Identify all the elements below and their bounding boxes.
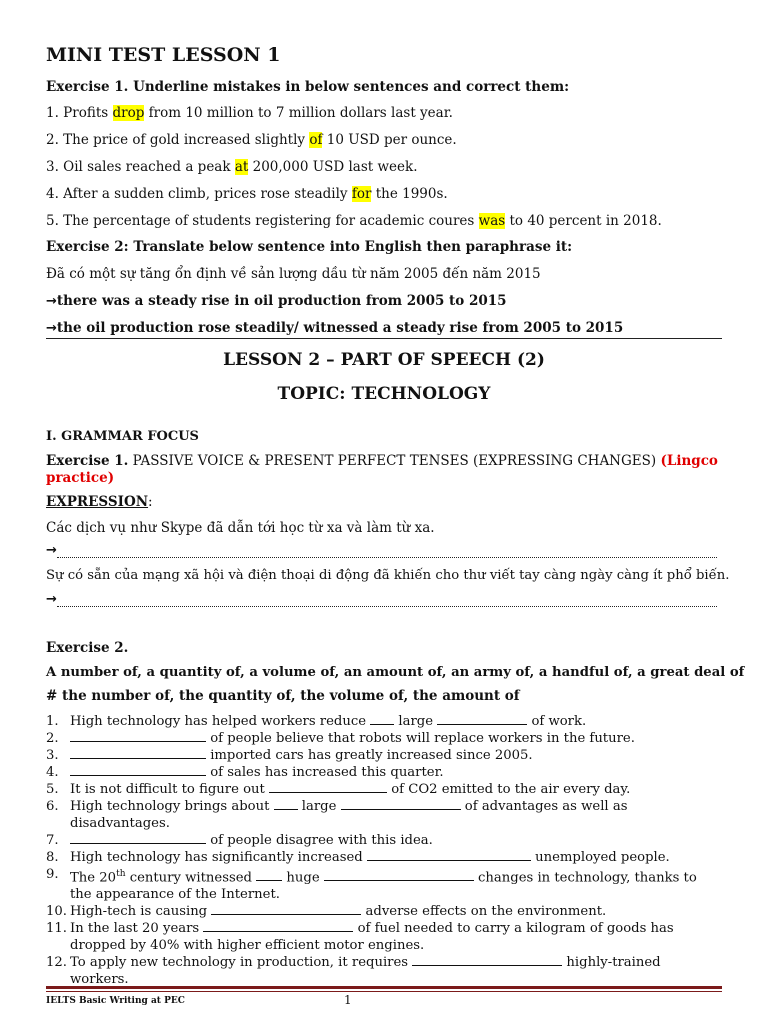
- list-item: [46, 713, 722, 730]
- dotted-answer-line: [57, 596, 717, 607]
- item-number: 1.: [46, 714, 59, 729]
- lingco-label: (Lingco: [660, 453, 718, 469]
- test-title: MINI TEST LESSON 1: [46, 44, 281, 66]
- blank-field[interactable]: [412, 954, 562, 966]
- item-text: changes in technology, thanks to the appearance of the Internet.: [70, 870, 697, 903]
- item-number: 12.: [46, 955, 67, 971]
- highlighted-mistake: was: [478, 213, 506, 229]
- sentence-text: 3. Oil sales reached a peak: [46, 159, 235, 175]
- item-number: 7.: [46, 833, 59, 848]
- item-text: of people disagree with this idea.: [206, 833, 433, 848]
- item-text: highly-trained workers.: [70, 955, 661, 988]
- sentence-text: to 40 percent in 2018.: [505, 213, 662, 229]
- list-item: [46, 903, 722, 920]
- expression-label: EXPRESSION:: [46, 494, 153, 510]
- exercise1-sentence: [46, 132, 457, 148]
- item-text: High technology has significantly increased: [70, 850, 367, 865]
- item-text: High technology has helped workers reduce: [70, 714, 371, 729]
- sentence-text: 200,000 USD last week.: [248, 159, 418, 175]
- highlighted-mistake: of: [309, 132, 323, 148]
- grammar-exercise1-title: Exercise 1. PASSIVE VOICE & PRESENT PERFECT TENSES (EXPRESSING CHANGES) (Lingco: [46, 453, 718, 469]
- sentence-text: 1. Profits: [46, 105, 113, 121]
- item-text: of advantages as well as disadvantages.: [70, 799, 628, 831]
- blank-field[interactable]: [211, 903, 361, 915]
- item-number: 5.: [46, 782, 59, 797]
- list-item: [46, 920, 722, 954]
- list-item: [46, 747, 722, 764]
- list-item: [46, 832, 722, 849]
- item-text: High technology brings about: [70, 799, 274, 814]
- footer-course: IELTS Basic Writing at PEC: [46, 996, 185, 1006]
- item-text: large: [394, 714, 438, 729]
- item-text: of sales has increased this quarter.: [206, 765, 444, 780]
- item-text: It is not difficult to figure out: [70, 782, 270, 797]
- topic-title: TOPIC: TECHNOLOGY: [277, 384, 491, 404]
- footer-divider: [46, 986, 722, 989]
- item-number: 8.: [46, 850, 59, 865]
- list-item: [46, 781, 722, 798]
- item-text: imported cars has greatly increased since 2005.: [206, 748, 533, 763]
- exercise2-source-sentence: Đã có một sự tăng ổn định về sản lượng dầu từ năm 2005 đến năm 2015: [46, 266, 541, 282]
- highlighted-mistake: at: [234, 159, 249, 175]
- blank-field[interactable]: [70, 764, 206, 776]
- exercise2-answer-1: →there was a steady rise in oil production from 2005 to 2015: [46, 293, 507, 309]
- item-text: The 20: [70, 870, 117, 886]
- item-text: unemployed people.: [530, 850, 670, 865]
- dotted-answer-line: [57, 547, 717, 558]
- quantifiers-line: A number of, a quantity of, a volume of, an amount of, an army of, a handful of, a great deal of: [46, 665, 745, 680]
- highlighted-mistake: drop: [112, 105, 145, 121]
- item-text: High-tech is causing: [70, 904, 212, 920]
- blank-field[interactable]: [324, 869, 474, 881]
- item-text: century witnessed: [125, 870, 257, 886]
- blank-field[interactable]: [367, 849, 531, 861]
- exercise1-sentence: [46, 105, 453, 121]
- blank-field[interactable]: [256, 869, 282, 881]
- arrow-icon: →: [46, 592, 57, 607]
- exercise1-sentence: [46, 213, 662, 229]
- item-text: large: [297, 799, 341, 814]
- arrow-icon: →: [46, 543, 57, 558]
- item-text: of people believe that robots will replace workers in the future.: [206, 731, 635, 746]
- grammar-heading: I. GRAMMAR FOCUS: [46, 429, 199, 444]
- item-text: huge: [282, 870, 324, 886]
- sentence-text: 10 USD per ounce.: [322, 132, 457, 148]
- arrow-icon: →: [46, 321, 57, 336]
- item-text: of work.: [527, 714, 587, 729]
- lingco-label-cont: practice): [46, 470, 115, 486]
- page-number: 1: [344, 993, 352, 1007]
- item-number: 2.: [46, 731, 59, 746]
- list-item: [46, 866, 722, 903]
- exercise1-sentence: [46, 186, 448, 202]
- exercise2-answer-2: →the oil production rose steadily/ witnessed a steady rise from 2005 to 2015: [46, 320, 624, 336]
- arrow-icon: →: [46, 294, 57, 309]
- blank-field[interactable]: [203, 920, 353, 932]
- list-item: [46, 730, 722, 747]
- footer-divider-thin: [46, 991, 722, 992]
- blank-field[interactable]: [341, 798, 461, 810]
- fill-in-list: [46, 713, 722, 988]
- blank-field[interactable]: [70, 747, 206, 759]
- exercise1-heading: Exercise 1. Underline mistakes in below sentences and correct them:: [46, 79, 570, 95]
- sentence-text: from 10 million to 7 million dollars last year.: [144, 105, 453, 121]
- blank-field[interactable]: [437, 713, 527, 725]
- vietnamese-sentence-1: Các dịch vụ như Skype đã dẫn tới học từ xa và làm từ xa.: [46, 520, 435, 536]
- blank-field[interactable]: [70, 730, 206, 742]
- list-item: [46, 764, 722, 781]
- exercise1-sentence: [46, 159, 418, 175]
- item-text: To apply new technology in production, it requires: [70, 955, 413, 971]
- sentence-text: the 1990s.: [371, 186, 448, 202]
- sentence-text: 4. After a sudden climb, prices rose steadily: [46, 186, 352, 202]
- exercise2-heading: Exercise 2: Translate below sentence into English then paraphrase it:: [46, 239, 573, 255]
- blank-field[interactable]: [274, 798, 298, 810]
- list-item: [46, 954, 722, 988]
- vietnamese-sentence-2: Sự có sẵn của mạng xã hội và điện thoại di động đã khiến cho thư viết tay càng ngày càng ít phổ biến.: [46, 568, 730, 583]
- answer-line-1: [46, 542, 717, 558]
- item-text: adverse effects on the environment.: [361, 904, 607, 920]
- blank-field[interactable]: [370, 713, 394, 725]
- sentence-text: 5. The percentage of students registering for academic coures: [46, 213, 479, 229]
- item-text: In the last 20 years: [70, 921, 204, 937]
- item-number: 4.: [46, 765, 59, 780]
- item-text: of CO2 emitted to the air every day.: [387, 782, 631, 797]
- lesson-title: LESSON 2 – PART OF SPEECH (2): [223, 350, 545, 370]
- item-number: 9.: [46, 867, 59, 882]
- item-number: 6.: [46, 799, 59, 814]
- list-item: [46, 798, 722, 832]
- sentence-text: 2. The price of gold increased slightly: [46, 132, 310, 148]
- item-number: 11.: [46, 921, 67, 937]
- highlighted-mistake: for: [351, 186, 372, 202]
- blank-field[interactable]: [70, 832, 206, 844]
- item-number: 3.: [46, 748, 59, 763]
- superscript: th: [116, 869, 126, 879]
- list-item: [46, 849, 722, 866]
- answer-line-2: [46, 591, 717, 607]
- item-number: 10.: [46, 904, 67, 920]
- grammar-exercise2-heading: Exercise 2.: [46, 640, 129, 656]
- item-text: of fuel needed to carry a kilogram of goods has dropped by 40% with higher efficient motor engines.: [70, 921, 674, 954]
- blank-field[interactable]: [269, 781, 387, 793]
- contrast-line: # the number of, the quantity of, the volume of, the amount of: [46, 688, 520, 704]
- section-divider: [46, 338, 722, 339]
